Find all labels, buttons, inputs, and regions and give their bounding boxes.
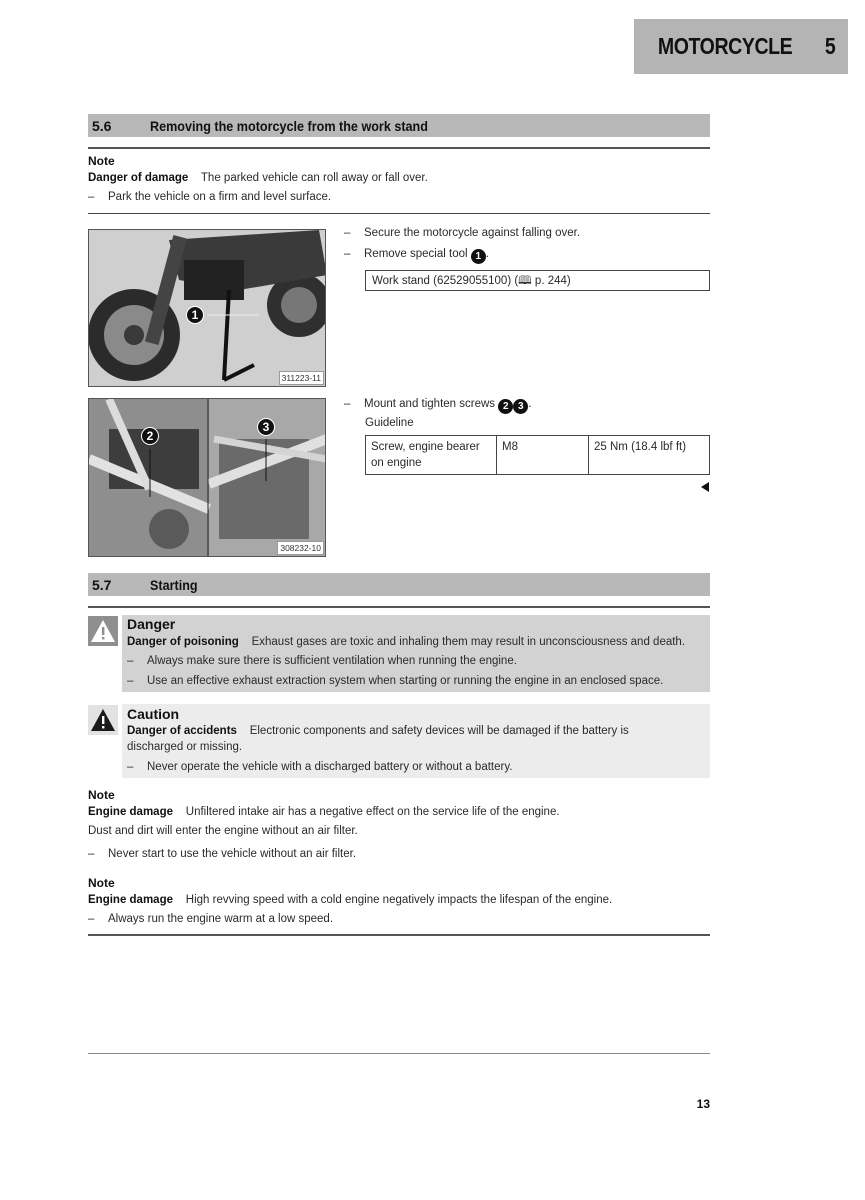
note-body-continued: Dust and dirt will enter the engine without an air filter.: [88, 825, 358, 837]
note-label: Danger of damage: [88, 172, 189, 184]
motorcycle-on-stand-image: [88, 229, 326, 387]
callout-2: 2: [141, 427, 159, 445]
note-action: – Never start to use the vehicle without an air filter.: [88, 848, 357, 860]
step-secure: – Secure the motorcycle against falling over.: [344, 227, 581, 239]
caution-heading: Caution: [127, 706, 180, 722]
guideline-label: Guideline: [365, 417, 414, 429]
caution-warning-icon: [88, 705, 118, 735]
divider: [88, 147, 710, 149]
engine-frame-illustration: [89, 399, 326, 557]
note-heading: Note: [88, 876, 115, 890]
engine-screws-image: [88, 398, 326, 557]
danger-action: – Use an effective exhaust extraction system when starting or running the engine in an enclosed space.: [127, 675, 664, 687]
page-number: 13: [696, 1097, 710, 1111]
section-title: Starting: [150, 576, 198, 593]
chapter-tab: [634, 19, 848, 74]
table-cell: Screw, engine bearer on engine: [366, 436, 497, 475]
section-title: Removing the motorcycle from the work stand: [150, 117, 428, 134]
note-text: The parked vehicle can roll away or fall over.: [200, 172, 428, 184]
table-cell: 25 Nm (18.4 lbf ft): [589, 436, 710, 475]
callout-badge-1: 1: [471, 249, 486, 264]
callout-badge-2: 2: [498, 399, 513, 414]
tool-reference-link[interactable]: Work stand (62529055100) (🕮 p. 244): [372, 275, 571, 287]
divider: [88, 934, 710, 936]
danger-heading: Danger: [127, 616, 176, 632]
callout-badge-3: 3: [513, 399, 528, 414]
callout-3: 3: [257, 418, 275, 436]
section-number: 5.6: [92, 117, 112, 134]
section-heading-5-6: [88, 114, 710, 137]
caution-body: Danger of accidents Electronic components and safety devices will be damaged if the battery is: [127, 725, 629, 737]
table-row: [366, 436, 710, 475]
note-body: [88, 172, 428, 184]
danger-warning-icon: [88, 616, 118, 646]
table-cell: M8: [497, 436, 589, 475]
chapter-number: 5: [824, 33, 836, 59]
caution-action: – Never operate the vehicle with a discharged battery or without a battery.: [127, 761, 513, 773]
note-heading: Note: [88, 788, 115, 802]
section-number: 5.7: [92, 576, 112, 593]
divider: [88, 606, 710, 608]
callout-1: 1: [186, 306, 204, 324]
footer-divider: [88, 1053, 710, 1054]
note-body: Engine damage High revving speed with a cold engine negatively impacts the lifespan of the engine.: [88, 894, 613, 906]
note-action: – Park the vehicle on a firm and level surface.: [88, 191, 332, 203]
torque-table: [365, 435, 710, 475]
step-mount-screws: – Mount and tighten screws 2 3 .: [344, 398, 532, 412]
image-code: 308232-10: [277, 541, 324, 555]
note-action: – Always run the engine warm at a low speed.: [88, 913, 334, 925]
danger-body: Danger of poisoning Exhaust gases are toxic and inhaling them may result in unconsciousness and death.: [127, 636, 686, 648]
motorcycle-illustration: [89, 230, 326, 387]
chapter-title: MOTORCYCLE: [657, 33, 793, 59]
tool-reference-box: [365, 270, 710, 291]
step-remove-tool: – Remove special tool 1 .: [344, 248, 489, 262]
danger-action: – Always make sure there is sufficient ventilation when running the engine.: [127, 655, 517, 667]
note-body: Engine damage Unfiltered intake air has a negative effect on the service life of the engine.: [88, 806, 560, 818]
image-code: 311223-11: [279, 371, 324, 385]
caution-body-continued: discharged or missing.: [127, 741, 243, 753]
end-of-section-icon: [701, 482, 709, 492]
divider: [88, 213, 710, 214]
note-heading: Note: [88, 154, 115, 168]
section-heading-5-7: [88, 573, 710, 596]
